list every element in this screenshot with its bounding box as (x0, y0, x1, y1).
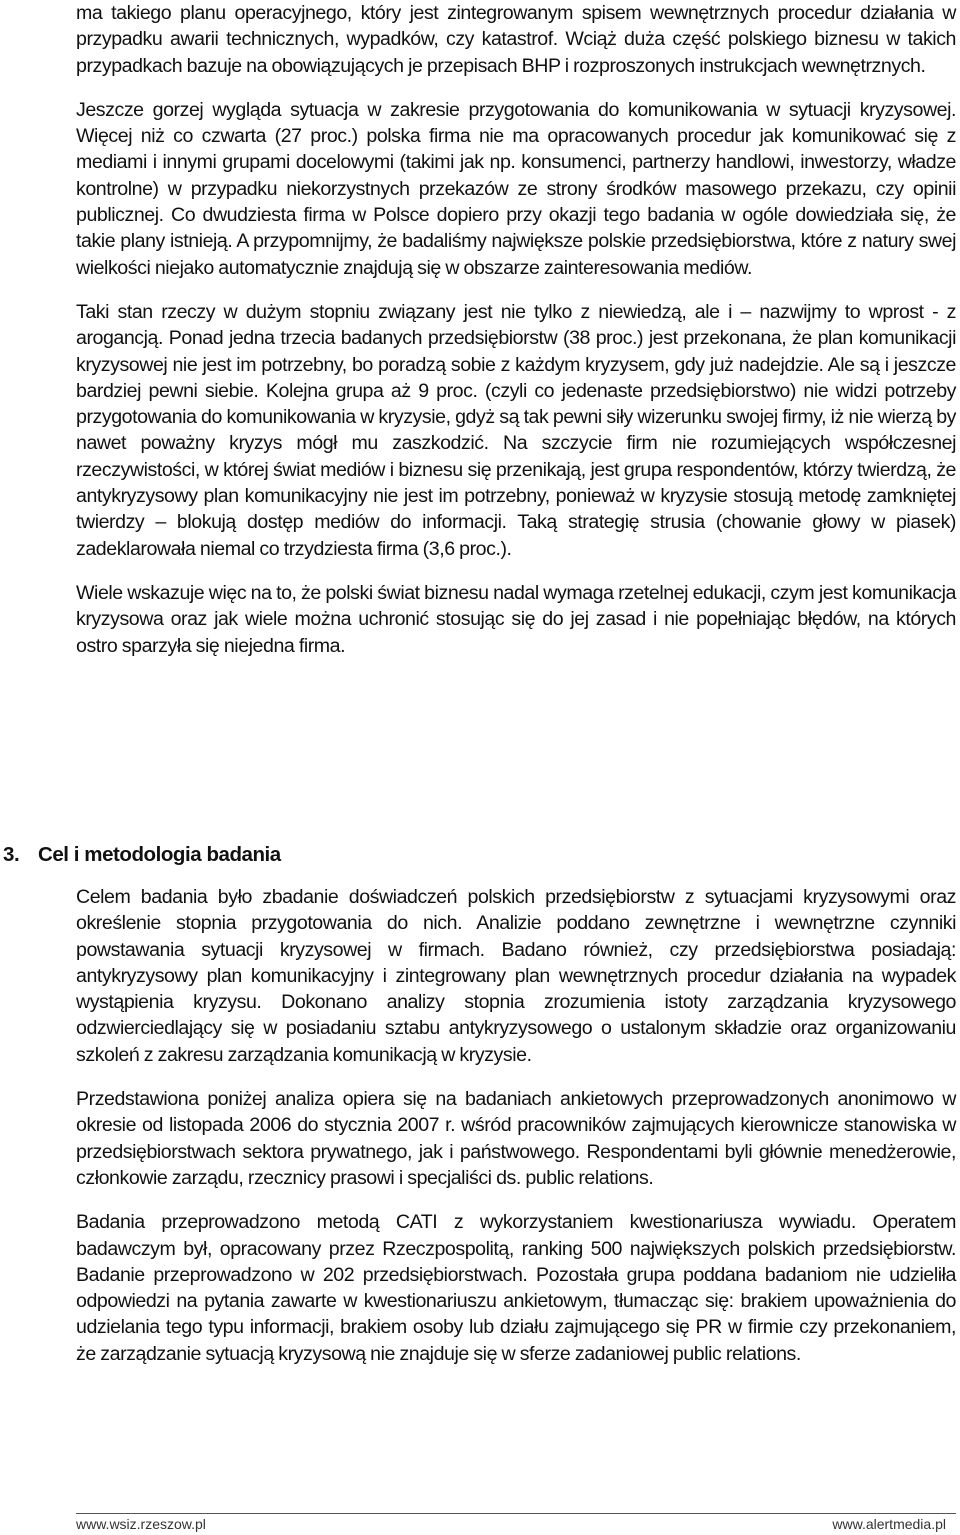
document-body (76, 0, 956, 659)
paragraph-study-goal: Celem badania było zbadanie doświadczeń polskich przedsiębiorstw z sytuacjami kryzysowymi oraz określenie stopnia przygotowania do nich. Analizie poddano zewnętrzne i wewnętrzne czynniki powstawania sytuacji kryzysowej w firmach. Badano również, czy przedsiębiorstwa posiadają: antykryzysowy plan komunikacyjny i zintegrowany plan wewnętrznych procedur działania na wypadek wystąpienia kryzysu. Dokonano analizy stopnia zrozumienia istoty zarządzania kryzysowego odzwierciedlający się w posiadaniu sztabu antykryzysowego o ustalonym składzie oraz organizowaniu szkoleń z zakresu zarządzania komunikacją w kryzysie. (76, 886, 956, 1066)
paragraph-methodology: Badania przeprowadzono metodą CATI z wykorzystaniem kwestionariusza wywiadu. Operatem badawczym był, opracowany przez Rzeczpospolitą, ranking 500 największych polskich przedsiębiorstw. Badanie przeprowadzono w 202 przedsiębiorstwach. Pozostała grupa poddana badaniom nie udzieliła odpowiedzi na pytania zawarte w kwestionariuszu ankietowym, tłumacząc się: brakiem upoważnienia do udzielania tego typu informacji, brakiem osoby lub działu zajmującego się PR w firmie czy przekonaniem, że zarządzanie sytuacją kryzysową nie znajduje się w sferze zadaniowej public relations. (76, 1211, 956, 1365)
paragraph-education-needed: Wiele wskazuje więc na to, że polski świat biznesu nadal wymaga rzetelnej edukacji, czym jest komunikacja kryzysowa oraz jak wiele można uchronić stosując się do jej zasad i nie popełniając błędów, na których ostro sparzyła się niejedna firma. (76, 581, 956, 657)
section-title: Cel i metodologia badania (38, 843, 281, 866)
section-body (76, 884, 956, 1367)
paragraph-communication-preparedness: Jeszcze gorzej wygląda sytuacja w zakresie przygotowania do komunikowania w sytuacji kryzysowej. Więcej niż co czwarta (27 proc.) polska firma nie ma opracowanych procedur jak komunikować się z mediami i innymi grupami docelowymi (takimi jak np. konsumenci, partnerzy handlowi, inwestorzy, władze kontrolne) w przypadku niekorzystnych przekazów ze strony środków masowego przekazu, czy opinii publicznej. Co dwudziesta firma w Polsce dopiero przy okazji tego badania w ogóle dowiedziała się, że takie plany istnieją. A przypomnijmy, że badaliśmy największe polskie przedsiębiorstwa, które z natury swej wielkości niejako automatycznie znajdują się w obszarze zainteresowania mediów. (76, 98, 956, 279)
paragraph-arrogance: Taki stan rzeczy w dużym stopniu związany jest nie tylko z niewiedzą, ale i – nazwijmy to wprost - z arogancją. Ponad jedna trzecia badanych przedsiębiorstw (38 proc.) jest przekonana, że plan komunikacji kryzysowej nie jest im potrzebny, bo poradzą sobie z każdym kryzysem, gdy już nadejdzie. Ale są i jeszcze bardziej pewni siebie. Kolejna grupa aż 9 proc. (czyli co jedenaste przedsiębiorstwo) nie widzi potrzeby przygotowania do komunikowania w kryzysie, gdyż są tak pewni siły wizerunku swojej firmy, iż nie wierzą by nawet poważny kryzys mógł mu zaszkodzić. Na szczycie firm nie rozumiejących współczesnej rzeczywistości, w której świat mediów i biznesu się przenikają, jest grupa respondentów, którzy twierdzą, że antykryzysowy plan komunikacyjny nie jest im potrzebny, ponieważ w kryzysie stosują metodę zamkniętej twierdzy – blokują dostęp mediów do informacji. Taką strategię strusia (chowanie głowy w piasek) zadeklarowała niemal co trzydziesta firma (3,6 proc.). (76, 300, 956, 560)
paragraph-crisis-plan-intro: ma takiego planu operacyjnego, który jest zintegrowanym spisem wewnętrznych procedur działania w przypadku awarii technicznych, wypadków, czy katastrof. Wciąż duża część polskiego biznesu w takich przypadkach bazuje na obowiązujących je przepisach BHP i rozproszonych instrukcjach wewnętrznych. (76, 2, 956, 77)
section-number: 3. (3, 843, 20, 866)
paragraph-survey-description: Przedstawiona poniżej analiza opiera się na badaniach ankietowych przeprowadzonych anonimowo w okresie od listopada 2006 do stycznia 2007 r. wśród pracowników zajmujących kierownicze stanowiska w przedsiębiorstwach sektora prywatnego, jak i państwowego. Respondentami byli głównie menedżerowie, członkowie zarządu, rzecznicy prasowi i specjaliści ds. public relations. (76, 1088, 956, 1189)
footer-link-alertmedia[interactable]: www.alertmedia.pl (832, 1516, 946, 1532)
footer-divider (76, 1513, 956, 1514)
footer-link-wsiz[interactable]: www.wsiz.rzeszow.pl (76, 1516, 206, 1532)
